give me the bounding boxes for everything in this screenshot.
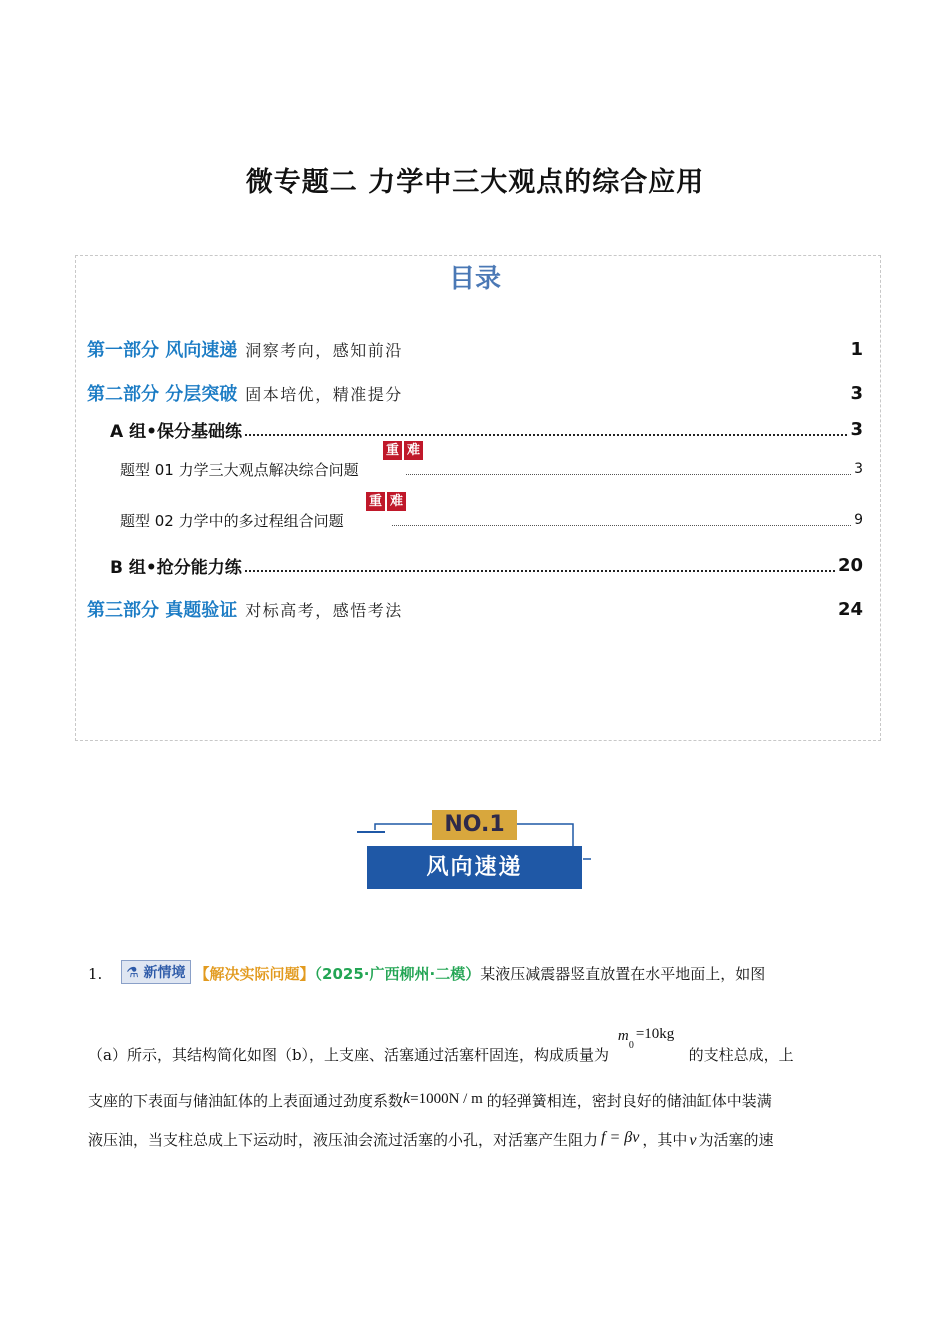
badge-char-nan: 难 <box>387 492 406 511</box>
question-text: 某液压减震器竖直放置在水平地面上，如图 <box>480 965 766 983</box>
toc-group-a[interactable] <box>110 416 863 442</box>
toc-part-2[interactable] <box>87 380 863 406</box>
section-banner-title: 风向速递 <box>367 846 582 889</box>
question-line-1 <box>88 962 863 986</box>
toc-leader-dots <box>245 558 835 572</box>
toc-part-subtitle: 洞察考向，感知前沿 <box>245 340 403 360</box>
question-tag-source: （2025·广西柳州·二模） <box>314 965 481 983</box>
question-text: 为活塞的速 <box>698 1131 774 1149</box>
question-tag-type: 【解决实际问题】 <box>194 965 315 983</box>
toc-part-3[interactable] <box>87 596 863 622</box>
toc-page-number: 3 <box>850 418 863 440</box>
toc-type-label: 题型 02 力学中的多过程组合问题 <box>120 511 344 530</box>
toc-part-label: 第一部分 风向速递 <box>87 340 238 361</box>
toc-leader-dots <box>245 422 848 436</box>
question-number: 1. <box>88 965 103 983</box>
toc-page-number: 3 <box>854 461 863 477</box>
new-context-label: 新情境 <box>143 965 186 981</box>
question-text: 的轻弹簧相连，密封良好的储油缸体中装满 <box>486 1092 772 1110</box>
toc-page-number: 24 <box>837 598 863 620</box>
question-text: 支座的下表面与储油缸体的上表面通过劲度系数 <box>88 1092 404 1110</box>
badge-char-zhong: 重 <box>366 492 385 511</box>
toc-heading: 目录 <box>448 264 501 294</box>
math-formula: f = βv <box>601 1129 640 1146</box>
question-line-4 <box>88 1129 863 1150</box>
toc-part-label: 第二部分 分层突破 <box>87 384 238 405</box>
math-symbol: v <box>689 1132 697 1149</box>
badge-char-zhong: 重 <box>383 441 402 460</box>
toc-part-1[interactable] <box>87 336 863 362</box>
math-symbol: m <box>617 1028 629 1044</box>
toc-page-number: 20 <box>837 554 863 576</box>
toc-page-number: 9 <box>854 512 863 528</box>
toc-leader-dots <box>392 514 851 526</box>
flask-icon: ⚗ <box>126 965 139 981</box>
toc-type-02[interactable] <box>120 509 863 531</box>
question-text: 的支柱总成，上 <box>688 1046 794 1064</box>
page-title: 微专题二 力学中三大观点的综合应用 <box>245 167 705 198</box>
toc-type-01[interactable] <box>120 458 863 480</box>
question-line-2 <box>88 1026 863 1065</box>
question-text: 液压油，当支柱总成上下运动时，液压油会流过活塞的小孔，对活塞产生阻力 <box>88 1131 599 1149</box>
question-line-3 <box>88 1090 863 1111</box>
toc-page-number: 3 <box>850 382 863 404</box>
section-number-badge: NO.1 <box>432 810 517 840</box>
badge-char-nan: 难 <box>404 441 423 460</box>
new-context-badge <box>121 960 190 984</box>
toc-group-label: B 组•抢分能力练 <box>110 557 242 578</box>
math-subscript: 0 <box>628 1040 634 1051</box>
question-text: ，其中 <box>642 1131 688 1149</box>
math-symbol: k <box>403 1090 411 1107</box>
toc-leader-dots <box>406 463 851 475</box>
mass-formula <box>614 1026 684 1060</box>
toc-part-subtitle: 固本培优，精准提分 <box>245 384 403 404</box>
math-value: =10kg <box>635 1026 675 1042</box>
question-text: （a）所示，其结构简化如图（b），上支座、活塞通过活塞杆固连，构成质量为 <box>88 1046 610 1064</box>
toc-part-label: 第三部分 真题验证 <box>87 600 238 621</box>
toc-box <box>75 255 881 741</box>
math-value: =1000N / m <box>410 1091 483 1107</box>
toc-page-number: 1 <box>850 338 863 360</box>
toc-group-b[interactable] <box>110 552 863 578</box>
toc-type-label: 题型 01 力学三大观点解决综合问题 <box>120 460 359 479</box>
toc-group-label: A 组•保分基础练 <box>110 421 242 442</box>
toc-part-subtitle: 对标高考，感悟考法 <box>245 600 403 620</box>
